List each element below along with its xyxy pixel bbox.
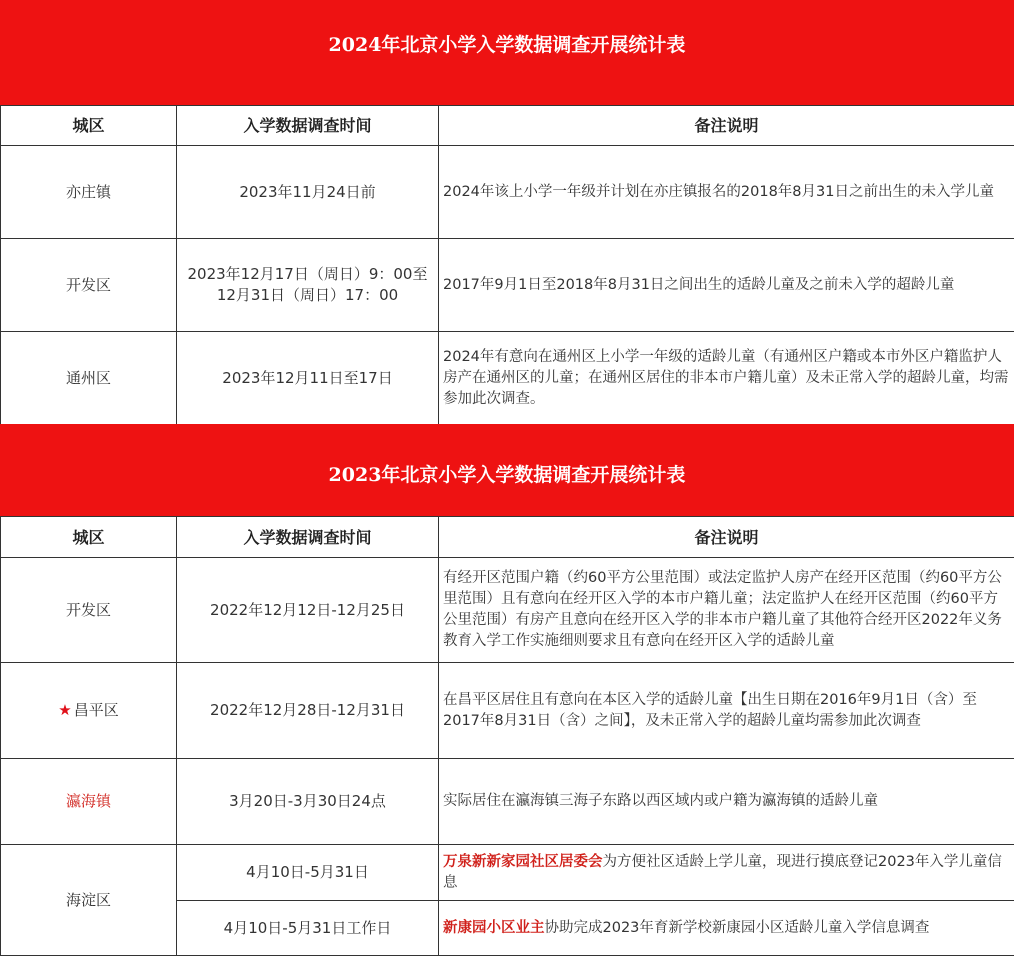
header-time: 入学数据调查时间 (177, 517, 439, 558)
note-cell: 有经开区范围户籍（约60平方公里范围）或法定监护人房产在经开区范围（约60平方公里范围）且有意向在经开区入学的本市户籍儿童；法定监护人在经开区范围（约60平方公里范围）有房产且意向在经开区入学的非本市户籍儿童了其他符合经开区2022年义务教育入学工作实施细则要求且有意向在经开区入学的适龄儿童 (439, 558, 1014, 663)
header-district: 城区 (1, 517, 177, 558)
note-cell: 实际居住在瀛海镇三海子东路以西区域内或户籍为瀛海镇的适龄儿童 (439, 759, 1014, 845)
star-icon: ★ (58, 701, 72, 719)
district-cell: 瀛海镇 (1, 759, 177, 845)
table-2023 (0, 516, 1014, 956)
district-cell: 海淀区 (1, 845, 177, 956)
table-row (1, 146, 1014, 239)
header-note: 备注说明 (439, 106, 1014, 146)
time-cell: 3月20日-3月30日24点 (177, 759, 439, 845)
table-row (1, 845, 1014, 901)
district-cell: 开发区 (1, 239, 177, 332)
district-cell: 开发区 (1, 558, 177, 663)
district-cell: 亦庄镇 (1, 146, 177, 239)
note-cell: 2017年9月1日至2018年8月31日之间出生的适龄儿童及之前未入学的超龄儿童 (439, 239, 1014, 332)
time-cell: 4月10日-5月31日工作日 (177, 901, 439, 956)
table-row (1, 239, 1014, 332)
table-row (1, 759, 1014, 845)
table-header-row (1, 106, 1014, 146)
table-2024-title: 2024年北京小学入学数据调查开展统计表 (328, 34, 686, 56)
table-2024-banner (0, 0, 1014, 105)
note-cell: 在昌平区居住且有意向在本区入学的适龄儿童【出生日期在2016年9月1日（含）至2017年8月31日（含）之间】，及未正常入学的超龄儿童均需参加此次调查 (439, 663, 1014, 759)
table-2023-title: 2023年北京小学入学数据调查开展统计表 (328, 464, 686, 486)
table-row (1, 663, 1014, 759)
time-cell: 4月10日-5月31日 (177, 845, 439, 901)
table-2023-banner (0, 424, 1014, 516)
table-header-row (1, 517, 1014, 558)
note-text: 为方便社区适龄上学儿童，现进行摸底登记2023年入学儿童信息 (443, 853, 1002, 891)
time-cell: 2023年12月11日至17日 (177, 332, 439, 425)
time-cell: 2023年11月24日前 (177, 146, 439, 239)
time-cell: 2022年12月28日-12月31日 (177, 663, 439, 759)
district-label: 昌平区 (73, 701, 119, 719)
district-cell (1, 663, 177, 759)
header-note: 备注说明 (439, 517, 1014, 558)
table-row (1, 332, 1014, 425)
note-highlight: 新康园小区业主 (443, 919, 545, 936)
table-row (1, 558, 1014, 663)
note-cell (439, 901, 1014, 956)
note-highlight: 万泉新新家园社区居委会 (443, 853, 603, 870)
note-cell (439, 845, 1014, 901)
note-cell: 2024年该上小学一年级并计划在亦庄镇报名的2018年8月31日之前出生的未入学儿童 (439, 146, 1014, 239)
time-cell: 2023年12月17日（周日）9：00至12月31日（周日）17：00 (177, 239, 439, 332)
table-2024 (0, 105, 1014, 425)
note-cell: 2024年有意向在通州区上小学一年级的适龄儿童（有通州区户籍或本市外区户籍监护人房产在通州区的儿童；在通州区居住的非本市户籍儿童）及未正常入学的超龄儿童，均需参加此次调查。 (439, 332, 1014, 425)
note-text: 协助完成2023年育新学校新康园小区适龄儿童入学信息调查 (544, 919, 930, 936)
district-cell: 通州区 (1, 332, 177, 425)
header-time: 入学数据调查时间 (177, 106, 439, 146)
header-district: 城区 (1, 106, 177, 146)
time-cell: 2022年12月12日-12月25日 (177, 558, 439, 663)
